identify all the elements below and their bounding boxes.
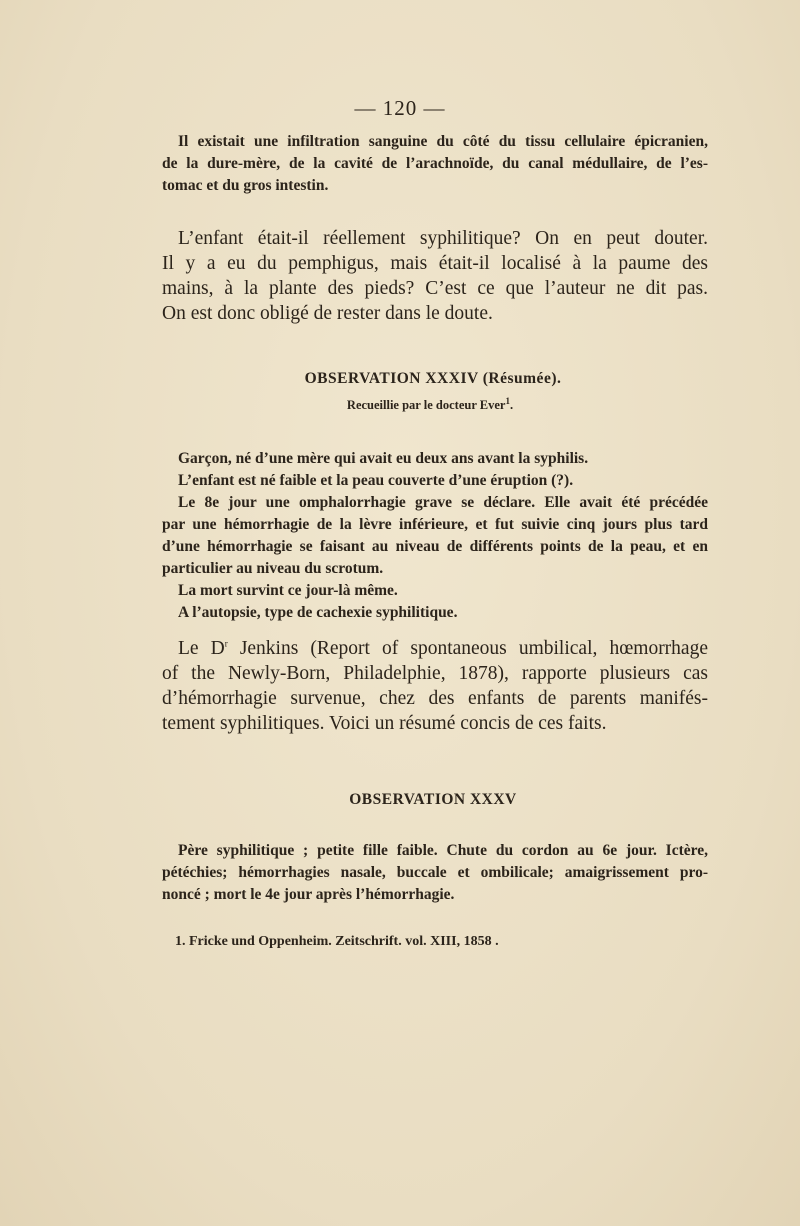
subtitle-end: . bbox=[509, 398, 514, 412]
paragraph-syphilis-doubt bbox=[162, 226, 708, 326]
text-line: of the Newly-Born, Philadelphie, 1878), rapporte plusieurs cas bbox=[162, 663, 708, 684]
page-number: — 120 — bbox=[354, 96, 446, 120]
paragraph-jenkins-report bbox=[162, 636, 708, 736]
text-line: d’hémorrhagie survenue, chez des enfants de parents manifés- bbox=[162, 688, 708, 709]
text-fragment: Le D bbox=[178, 638, 225, 659]
text-line: Il y a eu du pemphigus, mais était-il localisé à la paume des bbox=[162, 253, 708, 274]
text-line: On est donc obligé de rester dans le doute. bbox=[162, 303, 493, 324]
text-line: mains, à la plante des pieds? C’est ce que l’auteur ne dit pas. bbox=[162, 278, 708, 299]
text-line: particulier au niveau du scrotum. bbox=[162, 560, 384, 577]
subtitle-text: Recueillie par le docteur Ever bbox=[346, 398, 506, 412]
text-fragment: Jenkins (Report of spontaneous umbilical, hœmorrhage bbox=[227, 638, 708, 659]
text-line: d’une hémorrhagie se faisant au niveau de différents points de la peau, et en bbox=[162, 538, 708, 555]
text-line: tomac et du gros intestin. bbox=[162, 177, 329, 194]
observation-34-subtitle bbox=[30, 395, 800, 413]
text-line: Le 8e jour une omphalorrhagie grave se déclare. Elle avait été précédée bbox=[178, 494, 708, 511]
text-line: Garçon, né d’une mère qui avait eu deux ans avant la syphilis. bbox=[178, 450, 589, 467]
text-line: A l’autopsie, type de cachexie syphilitique. bbox=[178, 604, 458, 621]
observation-35-title: OBSERVATION XXXV bbox=[349, 791, 517, 808]
text-line: noncé ; mort le 4e jour après l’hémorrhagie. bbox=[162, 886, 455, 903]
text-line: La mort survint ce jour-là même. bbox=[178, 582, 398, 599]
observation-34-body bbox=[162, 448, 708, 624]
observation-35-body bbox=[162, 840, 708, 906]
text-line: pétéchies; hémorrhagies nasale, buccale et ombilicale; amaigrissement pro- bbox=[162, 864, 708, 881]
text-line: par une hémorrhagie de la lèvre inférieure, et fut suivie cinq jours plus tard bbox=[162, 516, 708, 533]
text-line: tement syphilitiques. Voici un résumé concis de ces faits. bbox=[162, 713, 607, 734]
text-line: L’enfant était-il réellement syphilitique? On en peut douter. bbox=[178, 228, 708, 249]
text-line: Père syphilitique ; petite fille faible. Chute du cordon au 6e jour. Ictère, bbox=[178, 842, 708, 859]
superscript: r bbox=[224, 638, 228, 649]
observation-34-title: OBSERVATION XXXIV (Résumée). bbox=[304, 370, 562, 387]
text-line: de la dure-mère, de la cavité de l’arachnoïde, du canal médullaire, de l’es- bbox=[162, 155, 708, 172]
footnote: 1. Fricke und Oppenheim. Zeitschrift. vol. XIII, 1858 . bbox=[175, 934, 499, 949]
text-line: Il existait une infiltration sanguine du côté du tissu cellulaire épicranien, bbox=[178, 133, 708, 150]
text-line bbox=[162, 636, 708, 661]
text-line: L’enfant est né faible et la peau couverte d’une éruption (?). bbox=[178, 472, 574, 489]
paragraph-autopsy-findings bbox=[162, 131, 708, 197]
footnote-marker: 1 bbox=[505, 395, 510, 406]
